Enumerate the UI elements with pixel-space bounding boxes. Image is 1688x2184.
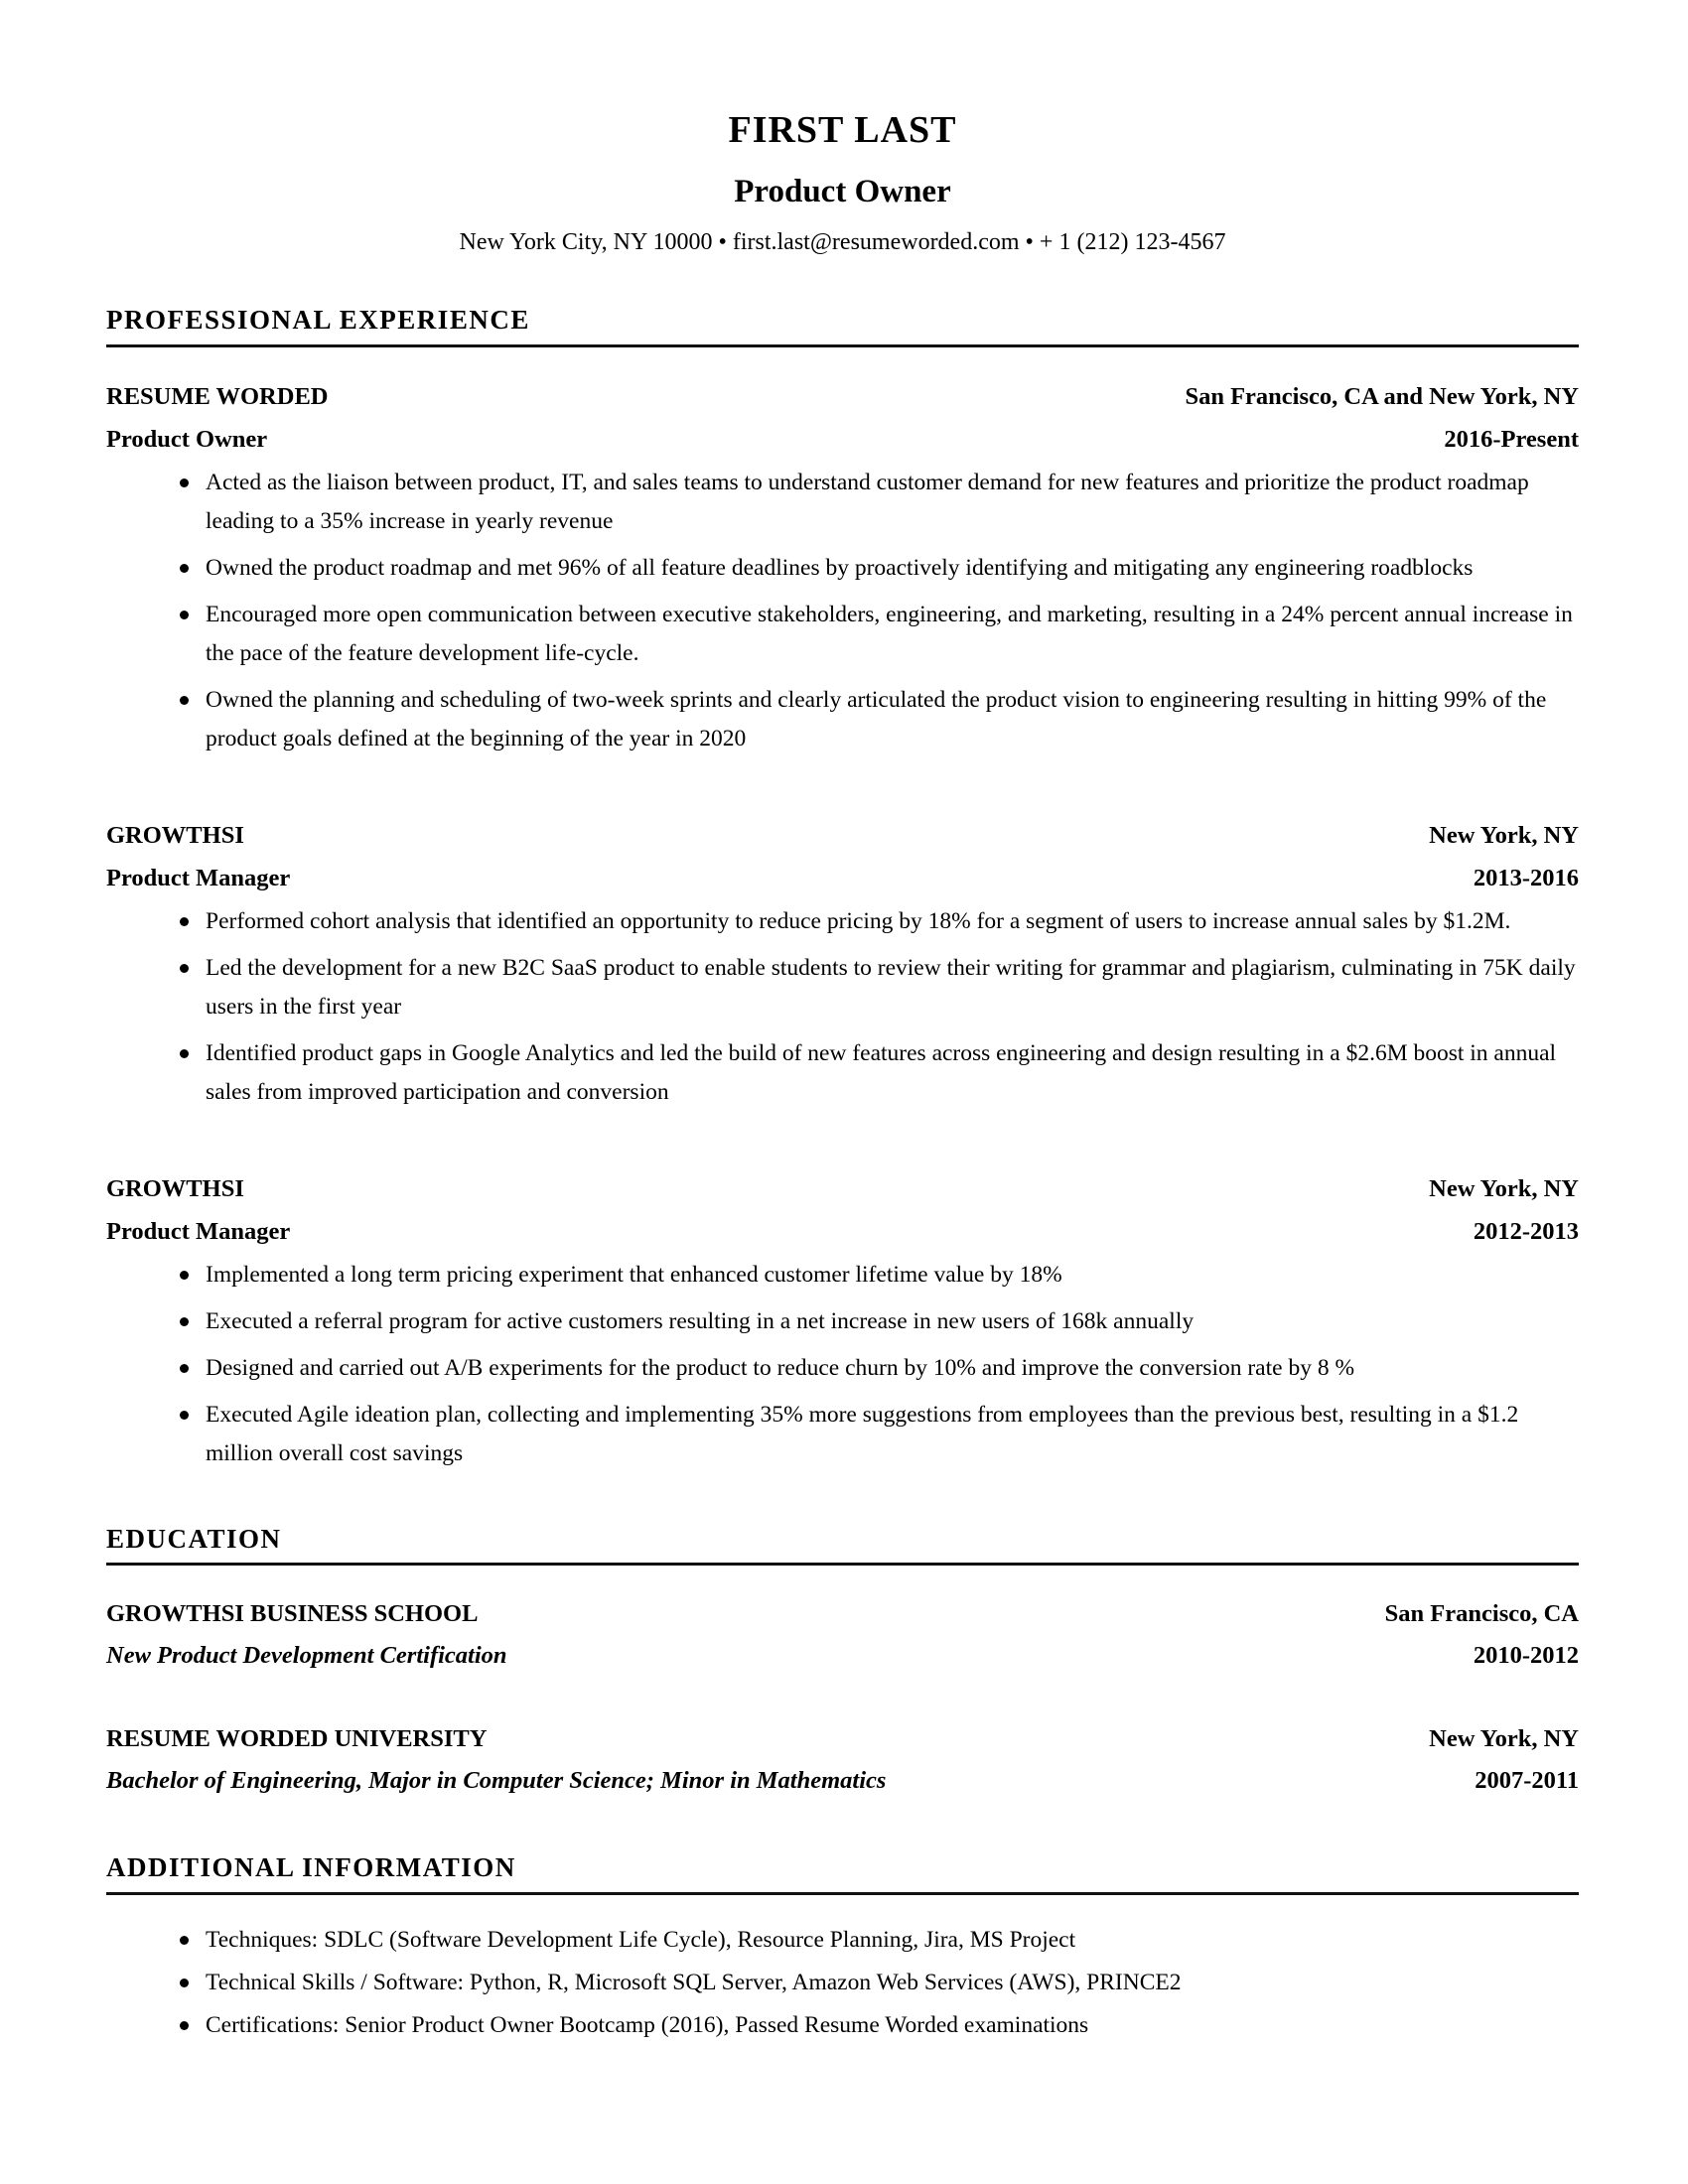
education-section bbox=[106, 1525, 1579, 1803]
school-location: San Francisco, CA bbox=[1384, 1600, 1579, 1628]
job-bullet: Implemented a long term pricing experiment that enhanced customer lifetime value by 18% bbox=[106, 1256, 1579, 1295]
contact-info: New York City, NY 10000 • first.last@resumeworded.com • + 1 (212) 123-4567 bbox=[459, 229, 1226, 255]
experience-section bbox=[106, 306, 1579, 1473]
education-heading: EDUCATION bbox=[106, 1523, 282, 1554]
school-dates: 2010-2012 bbox=[1473, 1642, 1579, 1670]
job-bullet: Led the development for a new B2C SaaS product to enable students to review their writing for grammar and plagiarism, culminating in 75K daily users in the first year bbox=[106, 949, 1579, 1026]
job-header-row bbox=[106, 1167, 1579, 1210]
school-location: New York, NY bbox=[1429, 1725, 1579, 1753]
section-divider bbox=[106, 1892, 1579, 1895]
job-entry-growthsi-2012 bbox=[106, 1167, 1579, 1473]
job-bullet: Encouraged more open communication between executive stakeholders, engineering, and marketing, resulting in a 24% percent annual increase in the pace of the feature development life-cycle. bbox=[106, 596, 1579, 673]
candidate-name: FIRST LAST bbox=[728, 109, 957, 151]
school-dates: 2007-2011 bbox=[1475, 1767, 1579, 1795]
school-name: GROWTHSI BUSINESS SCHOOL bbox=[106, 1600, 479, 1628]
job-dates: 2013-2016 bbox=[1473, 864, 1579, 891]
job-location: New York, NY bbox=[1429, 1174, 1579, 1202]
section-divider bbox=[106, 1563, 1579, 1566]
job-bullet-list bbox=[106, 902, 1579, 1112]
job-bullet: Identified product gaps in Google Analytics and led the build of new features across engineering and design resulting in a $2.6M boost in annual sales from improved participation and conversion bbox=[106, 1034, 1579, 1112]
additional-info-heading: ADDITIONAL INFORMATION bbox=[106, 1852, 516, 1883]
additional-info-list bbox=[106, 1921, 1579, 2045]
job-location: New York, NY bbox=[1429, 821, 1579, 849]
job-bullet-list bbox=[106, 1256, 1579, 1473]
additional-info-bullet: Techniques: SDLC (Software Development Life Cycle), Resource Planning, Jira, MS Project bbox=[106, 1921, 1579, 1960]
degree-name: New Product Development Certification bbox=[106, 1642, 507, 1670]
job-subheader-row bbox=[106, 1210, 1579, 1253]
school-header-row bbox=[106, 1593, 1579, 1635]
additional-info-bullet: Technical Skills / Software: Python, R, Microsoft SQL Server, Amazon Web Services (AWS), PRINCE2 bbox=[106, 1964, 1579, 2002]
job-bullet: Owned the product roadmap and met 96% of all feature deadlines by proactively identifying and mitigating any engineering roadblocks bbox=[106, 549, 1579, 588]
job-role: Product Manager bbox=[106, 1217, 291, 1245]
job-header-row bbox=[106, 375, 1579, 418]
resume-header bbox=[106, 111, 1579, 254]
candidate-title: Product Owner bbox=[734, 174, 951, 209]
job-bullet: Executed a referral program for active customers resulting in a net increase in new users of 168k annually bbox=[106, 1302, 1579, 1341]
job-bullet-list bbox=[106, 464, 1579, 758]
school-subheader-row bbox=[106, 1635, 1579, 1677]
job-bullet: Designed and carried out A/B experiments for the product to reduce churn by 10% and improve the conversion rate by 8 % bbox=[106, 1349, 1579, 1388]
education-entry-growthsi bbox=[106, 1593, 1579, 1677]
job-header-row bbox=[106, 814, 1579, 857]
job-subheader-row bbox=[106, 418, 1579, 461]
education-entry-resume-worded bbox=[106, 1718, 1579, 1802]
job-entry-growthsi-2013 bbox=[106, 814, 1579, 1112]
job-dates: 2012-2013 bbox=[1473, 1217, 1579, 1245]
additional-info-bullet: Certifications: Senior Product Owner Bootcamp (2016), Passed Resume Worded examinations bbox=[106, 2006, 1579, 2045]
experience-heading: PROFESSIONAL EXPERIENCE bbox=[106, 305, 530, 335]
job-entry-resume-worded bbox=[106, 375, 1579, 758]
job-bullet: Performed cohort analysis that identified an opportunity to reduce pricing by 18% for a segment of users to increase annual sales by $1.2M. bbox=[106, 902, 1579, 941]
company-name: GROWTHSI bbox=[106, 821, 244, 849]
job-location: San Francisco, CA and New York, NY bbox=[1185, 382, 1579, 410]
additional-info-section bbox=[106, 1853, 1579, 2045]
school-subheader-row bbox=[106, 1760, 1579, 1802]
job-dates: 2016-Present bbox=[1444, 425, 1579, 453]
school-header-row bbox=[106, 1718, 1579, 1760]
job-bullet: Owned the planning and scheduling of two-week sprints and clearly articulated the product vision to engineering resulting in hitting 99% of the product goals defined at the beginning of the year in 2020 bbox=[106, 681, 1579, 758]
job-subheader-row bbox=[106, 857, 1579, 899]
company-name: RESUME WORDED bbox=[106, 382, 329, 410]
company-name: GROWTHSI bbox=[106, 1174, 244, 1202]
degree-name: Bachelor of Engineering, Major in Computer Science; Minor in Mathematics bbox=[106, 1767, 887, 1795]
school-name: RESUME WORDED UNIVERSITY bbox=[106, 1725, 488, 1753]
job-role: Product Manager bbox=[106, 864, 291, 891]
job-role: Product Owner bbox=[106, 425, 268, 453]
section-divider bbox=[106, 344, 1579, 347]
job-bullet: Executed Agile ideation plan, collecting and implementing 35% more suggestions from employees than the previous best, resulting in a $1.2 million overall cost savings bbox=[106, 1396, 1579, 1473]
job-bullet: Acted as the liaison between product, IT, and sales teams to understand customer demand for new features and prioritize the product roadmap leading to a 35% increase in yearly revenue bbox=[106, 464, 1579, 541]
